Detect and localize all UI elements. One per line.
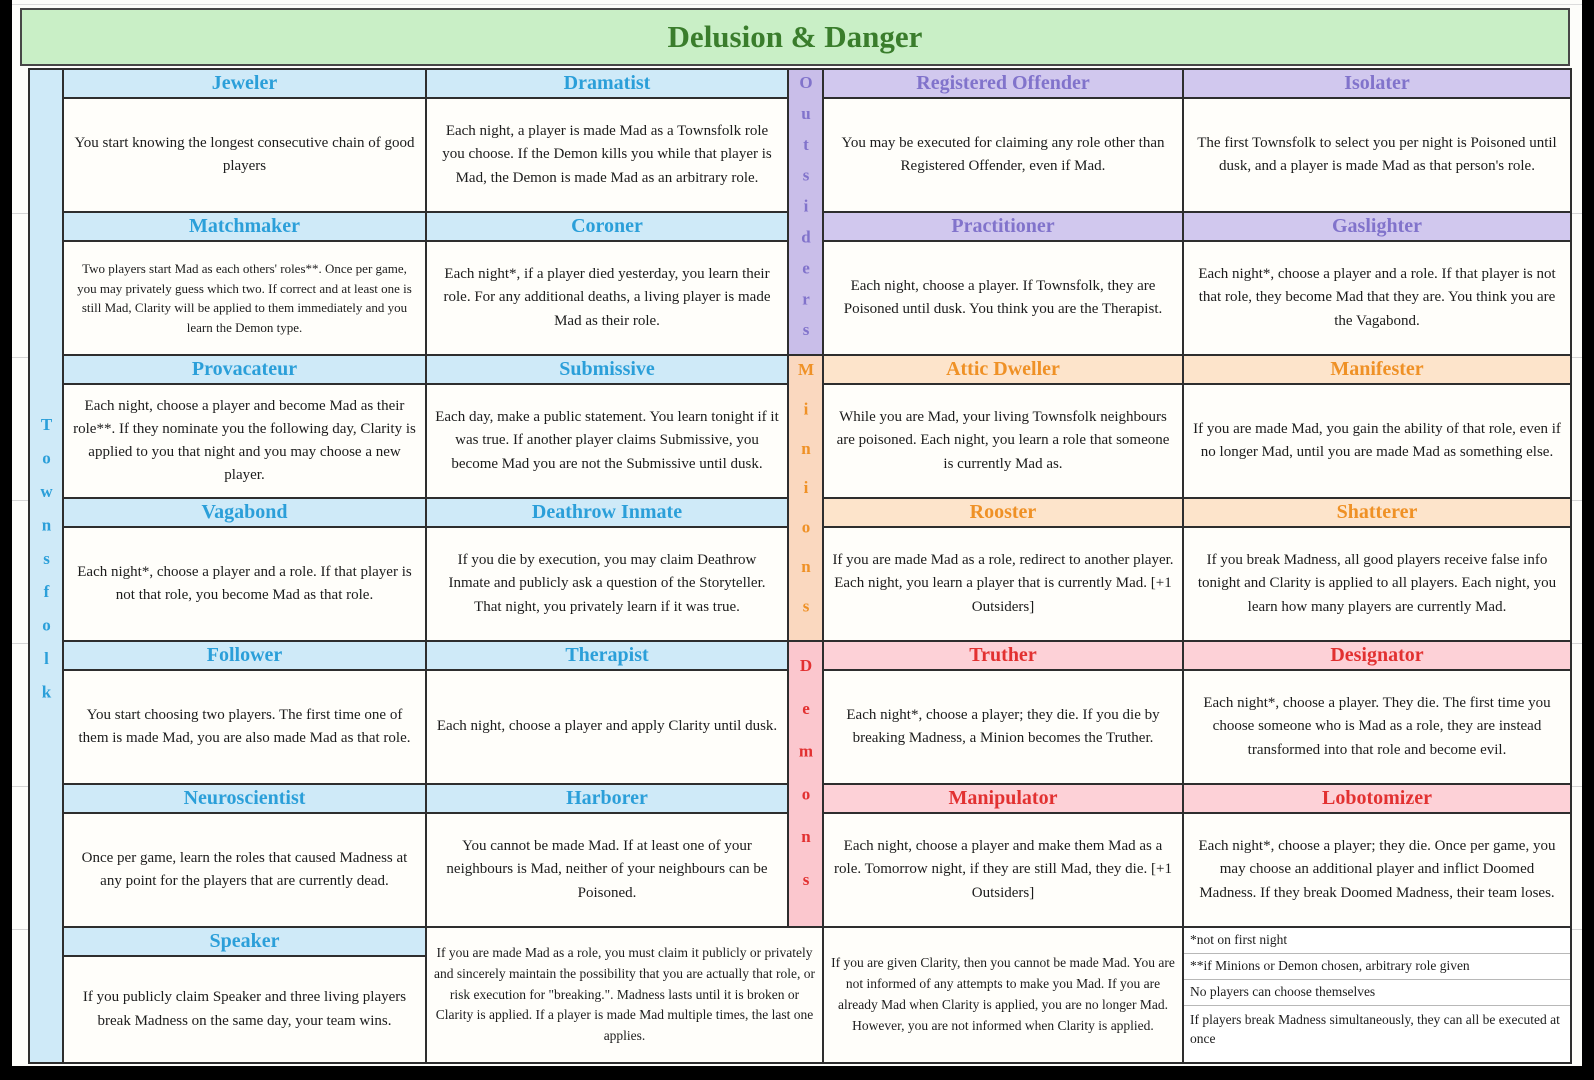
clarity-rules-text: If you are given Clarity, then you cannot be made Mad. You are not informed of any attempts to make you Mad. If you are already Mad when Clarity is applied, you are no longer Mad. However, you are not informed when Clarity is applied. — [823, 927, 1183, 1063]
section-label-minions: Minions — [788, 355, 823, 641]
role-designator-text: Each night*, choose a player. They die. The first time you choose someone who is Mad as a role, they are instead transformed into that role and become evil. — [1183, 670, 1571, 784]
section-label-townsfolk: Townsfolk — [29, 69, 63, 1063]
role-manifester-text: If you are made Mad, you gain the ability of that role, even if no longer Mad, until you are made Mad as something else. — [1183, 384, 1571, 498]
role-dramatist-text: Each night, a player is made Mad as a Townsfolk role you choose. If the Demon kills you while that player is Mad, the Demon is made Mad as an arbitrary role. — [426, 98, 788, 212]
gridline — [12, 500, 28, 501]
footnotes — [1183, 927, 1571, 1063]
role-isolater-name: Isolater — [1183, 69, 1571, 98]
role-gaslighter-text: Each night*, choose a player and a role. If that player is not that role, they become Mad that they are. You think you are the Vagabond. — [1183, 241, 1571, 355]
role-lobotomizer-name: Lobotomizer — [1183, 784, 1571, 813]
role-practitioner-name: Practitioner — [823, 212, 1183, 241]
role-manipulator-name: Manipulator — [823, 784, 1183, 813]
role-designator-name: Designator — [1183, 641, 1571, 670]
role-vagabond-text: Each night*, choose a player and a role. If that player is not that role, you become Mad as that role. — [63, 527, 426, 641]
role-submissive-name: Submissive — [426, 355, 788, 384]
role-jeweler-text: You start knowing the longest consecutive chain of good players — [63, 98, 426, 212]
role-follower-text: You start choosing two players. The first time one of them is made Mad, you are also made Mad as that role. — [63, 670, 426, 784]
footnote-no-self-choose: No players can choose themselves — [1184, 980, 1570, 1006]
script-sheet — [12, 0, 1582, 1066]
role-truther-name: Truther — [823, 641, 1183, 670]
role-matchmaker-name: Matchmaker — [63, 212, 426, 241]
role-vagabond-name: Vagabond — [63, 498, 426, 527]
role-jeweler-name: Jeweler — [63, 69, 426, 98]
role-neuroscientist-name: Neuroscientist — [63, 784, 426, 813]
role-attic-dweller-name: Attic Dweller — [823, 355, 1183, 384]
section-label-demons: Demons — [788, 641, 823, 927]
role-therapist-text: Each night, choose a player and apply Clarity until dusk. — [426, 670, 788, 784]
role-therapist-name: Therapist — [426, 641, 788, 670]
role-attic-dweller-text: While you are Mad, your living Townsfolk neighbours are poisoned. Each night, you learn a role that someone is currently Mad as. — [823, 384, 1183, 498]
role-registered-offender-text: You may be executed for claiming any role other than Registered Offender, even if Mad. — [823, 98, 1183, 212]
role-shatterer-text: If you break Madness, all good players receive false info tonight and Clarity is applied to all players. Each night, you learn how many players are currently Mad. — [1183, 527, 1571, 641]
role-neuroscientist-text: Once per game, learn the roles that caused Madness at any point for the players that are currently dead. — [63, 813, 426, 927]
role-shatterer-name: Shatterer — [1183, 498, 1571, 527]
footnote-arbitrary-role: **if Minions or Demon chosen, arbitrary role given — [1184, 954, 1570, 980]
gridline — [12, 357, 28, 358]
page-title: Delusion & Danger — [20, 8, 1570, 66]
role-coroner-name: Coroner — [426, 212, 788, 241]
role-harborer-text: You cannot be made Mad. If at least one of your neighbours is Mad, neither of your neighbours can be Poisoned. — [426, 813, 788, 927]
role-deathrow-inmate-name: Deathrow Inmate — [426, 498, 788, 527]
role-coroner-text: Each night*, if a player died yesterday, you learn their role. For any additional deaths, a living player is made Mad as their role. — [426, 241, 788, 355]
role-lobotomizer-text: Each night*, choose a player; they die. Once per game, you may choose an additional player and inflict Doomed Madness. If they break Doomed Madness, their team loses. — [1183, 813, 1571, 927]
role-deathrow-inmate-text: If you die by execution, you may claim Deathrow Inmate and publicly ask a question of the Storyteller. That night, you privately learn if it was true. — [426, 527, 788, 641]
footnote-first-night: *not on first night — [1184, 928, 1570, 954]
role-dramatist-name: Dramatist — [426, 69, 788, 98]
role-rooster-name: Rooster — [823, 498, 1183, 527]
role-manifester-name: Manifester — [1183, 355, 1571, 384]
role-truther-text: Each night*, choose a player; they die. If you die by breaking Madness, a Minion becomes the Truther. — [823, 670, 1183, 784]
role-follower-name: Follower — [63, 641, 426, 670]
role-rooster-text: If you are made Mad as a role, redirect to another player. Each night, you learn a player that is currently Mad. [+1 Outsiders] — [823, 527, 1183, 641]
role-submissive-text: Each day, make a public statement. You learn tonight if it was true. If another player claims Submissive, you become Mad you are not the Submissive until dusk. — [426, 384, 788, 498]
gridline — [12, 786, 28, 787]
role-provacateur-text: Each night, choose a player and become Mad as their role**. If they nominate you the following day, Clarity is applied to you that night and you may choose a new player. — [63, 384, 426, 498]
role-manipulator-text: Each night, choose a player and make them Mad as a role. Tomorrow night, if they are still Mad, they die. [+1 Outsiders] — [823, 813, 1183, 927]
role-registered-offender-name: Registered Offender — [823, 69, 1183, 98]
footnote-simultaneous-break: If players break Madness simultaneously, they can all be executed at once — [1190, 1011, 1560, 1046]
role-harborer-name: Harborer — [426, 784, 788, 813]
section-label-outsiders: Outsiders — [788, 69, 823, 355]
role-speaker-text: If you publicly claim Speaker and three living players break Madness on the same day, your team wins. — [63, 956, 426, 1063]
madness-rules-text: If you are made Mad as a role, you must claim it publicly or privately and sincerely maintain the possibility that you are actually that role, or risk execution for "breaking.". Madness lasts until it is broken or Clarity is applied. If a player is made Mad multiple times, the last one applies. — [426, 927, 823, 1063]
role-matchmaker-text: Two players start Mad as each others' roles**. Once per game, you may privately guess which two. If correct and at least one is still Mad, Clarity will be applied to them immediately and you learn the Demon type. — [63, 241, 426, 355]
role-practitioner-text: Each night, choose a player. If Townsfolk, they are Poisoned until dusk. You think you are the Therapist. — [823, 241, 1183, 355]
gridline — [12, 213, 28, 214]
role-gaslighter-name: Gaslighter — [1183, 212, 1571, 241]
role-speaker-name: Speaker — [63, 927, 426, 956]
roles-table — [28, 68, 1572, 1064]
gridline — [12, 929, 28, 930]
gridline — [12, 4, 1582, 5]
gridline — [12, 643, 28, 644]
role-provacateur-name: Provacateur — [63, 355, 426, 384]
role-isolater-text: The first Townsfolk to select you per night is Poisoned until dusk, and a player is made Mad as that person's role. — [1183, 98, 1571, 212]
